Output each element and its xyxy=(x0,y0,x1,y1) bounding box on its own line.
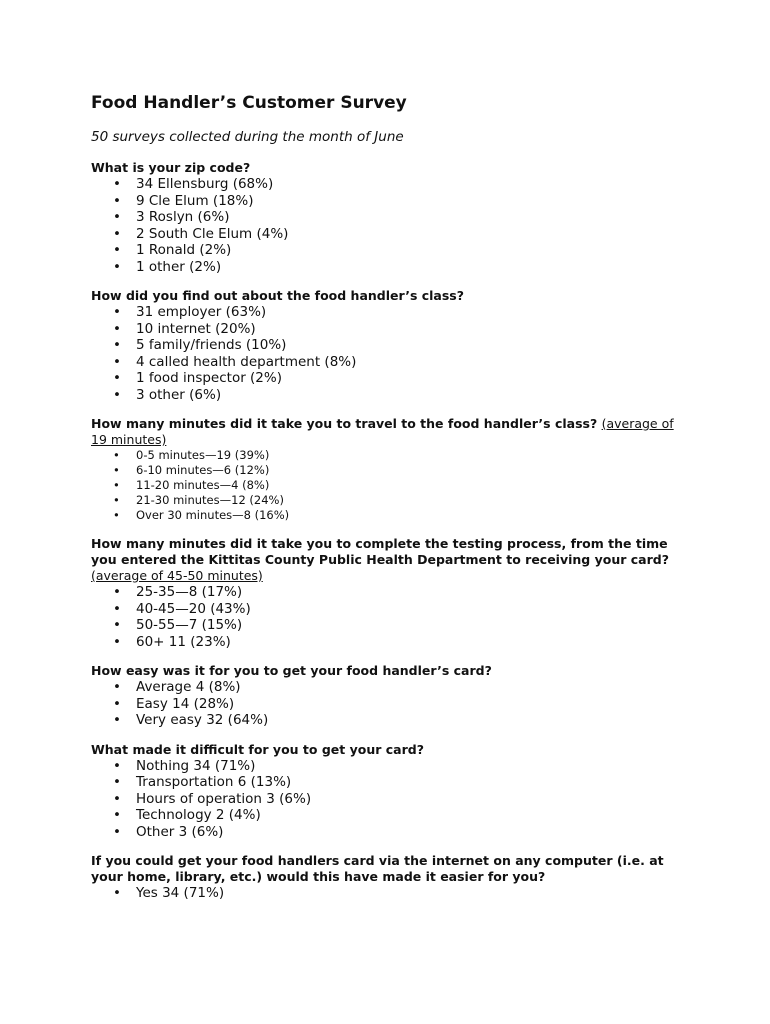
question-text xyxy=(91,536,691,584)
survey-section-difficulty xyxy=(91,742,691,841)
document-page xyxy=(91,92,691,915)
survey-section-testing-time xyxy=(91,536,691,650)
list-item: • 0-5 minutes—19 (39%) xyxy=(113,448,691,463)
list-item: • 3 other (6%) xyxy=(113,387,691,404)
answer-list xyxy=(91,584,691,650)
list-item: • Nothing 34 (71%) xyxy=(113,758,691,775)
question-text xyxy=(91,416,691,448)
list-item: • 1 food inspector (2%) xyxy=(113,370,691,387)
question-label: If you could get your food handlers card via the internet on any computer (i.e. at your home, library, etc.) would this have made it easier for you? xyxy=(91,853,664,884)
answer-list xyxy=(91,679,691,729)
list-item: • Hours of operation 3 (6%) xyxy=(113,791,691,808)
question-text xyxy=(91,288,691,304)
list-item: • 25-35—8 (17%) xyxy=(113,584,691,601)
list-item: • 21-30 minutes—12 (24%) xyxy=(113,493,691,508)
list-item: • 11-20 minutes—4 (8%) xyxy=(113,478,691,493)
page-title: Food Handler’s Customer Survey xyxy=(91,93,407,113)
question-text xyxy=(91,663,691,679)
list-item: • 4 called health department (8%) xyxy=(113,354,691,371)
question-label: How many minutes did it take you to complete the testing process, from the time you entered the Kittitas County Public Health Department to receiving your card? xyxy=(91,536,669,567)
list-item: • 34 Ellensburg (68%) xyxy=(113,176,691,193)
list-item: • Other 3 (6%) xyxy=(113,824,691,841)
list-item: • Average 4 (8%) xyxy=(113,679,691,696)
survey-section-ease xyxy=(91,663,691,729)
answer-list xyxy=(91,448,691,523)
list-item: • Technology 2 (4%) xyxy=(113,807,691,824)
answer-list xyxy=(91,758,691,841)
question-note: (average of 45-50 minutes) xyxy=(91,568,263,583)
question-text xyxy=(91,742,691,758)
list-item: • 3 Roslyn (6%) xyxy=(113,209,691,226)
list-item: • Easy 14 (28%) xyxy=(113,696,691,713)
list-item: • Transportation 6 (13%) xyxy=(113,774,691,791)
question-label: What made it difficult for you to get your card? xyxy=(91,741,424,757)
survey-section-find-out xyxy=(91,288,691,403)
list-item: • 2 South Cle Elum (4%) xyxy=(113,226,691,243)
list-item: • Very easy 32 (64%) xyxy=(113,712,691,729)
question-text xyxy=(91,160,691,176)
list-item: • 6-10 minutes—6 (12%) xyxy=(113,463,691,478)
list-item: • 60+ 11 (23%) xyxy=(113,634,691,651)
list-item: • 40-45—20 (43%) xyxy=(113,601,691,618)
list-item: • 5 family/friends (10%) xyxy=(113,337,691,354)
question-label: How many minutes did it take you to travel to the food handler’s class? xyxy=(91,416,602,431)
survey-section-travel-time xyxy=(91,416,691,523)
list-item: • 50-55—7 (15%) xyxy=(113,617,691,634)
list-item: • 31 employer (63%) xyxy=(113,304,691,321)
answer-list xyxy=(91,304,691,403)
list-item: • 1 other (2%) xyxy=(113,259,691,276)
list-item: • Over 30 minutes—8 (16%) xyxy=(113,508,691,523)
list-item: • Yes 34 (71%) xyxy=(113,885,691,902)
question-label: What is your zip code? xyxy=(91,160,251,175)
list-item: • 10 internet (20%) xyxy=(113,321,691,338)
list-item: • 9 Cle Elum (18%) xyxy=(113,193,691,210)
survey-section-internet xyxy=(91,853,691,902)
answer-list xyxy=(91,885,691,902)
answer-list xyxy=(91,176,691,275)
page-subtitle: 50 surveys collected during the month of June xyxy=(91,129,404,145)
question-label: How did you find out about the food handler’s class? xyxy=(91,288,464,303)
question-note: (average of 19 minutes) xyxy=(91,416,674,447)
question-label: How easy was it for you to get your food handler’s card? xyxy=(91,663,492,678)
survey-section-zip-code xyxy=(91,160,691,275)
list-item: • 1 Ronald (2%) xyxy=(113,242,691,259)
question-text xyxy=(91,853,691,885)
